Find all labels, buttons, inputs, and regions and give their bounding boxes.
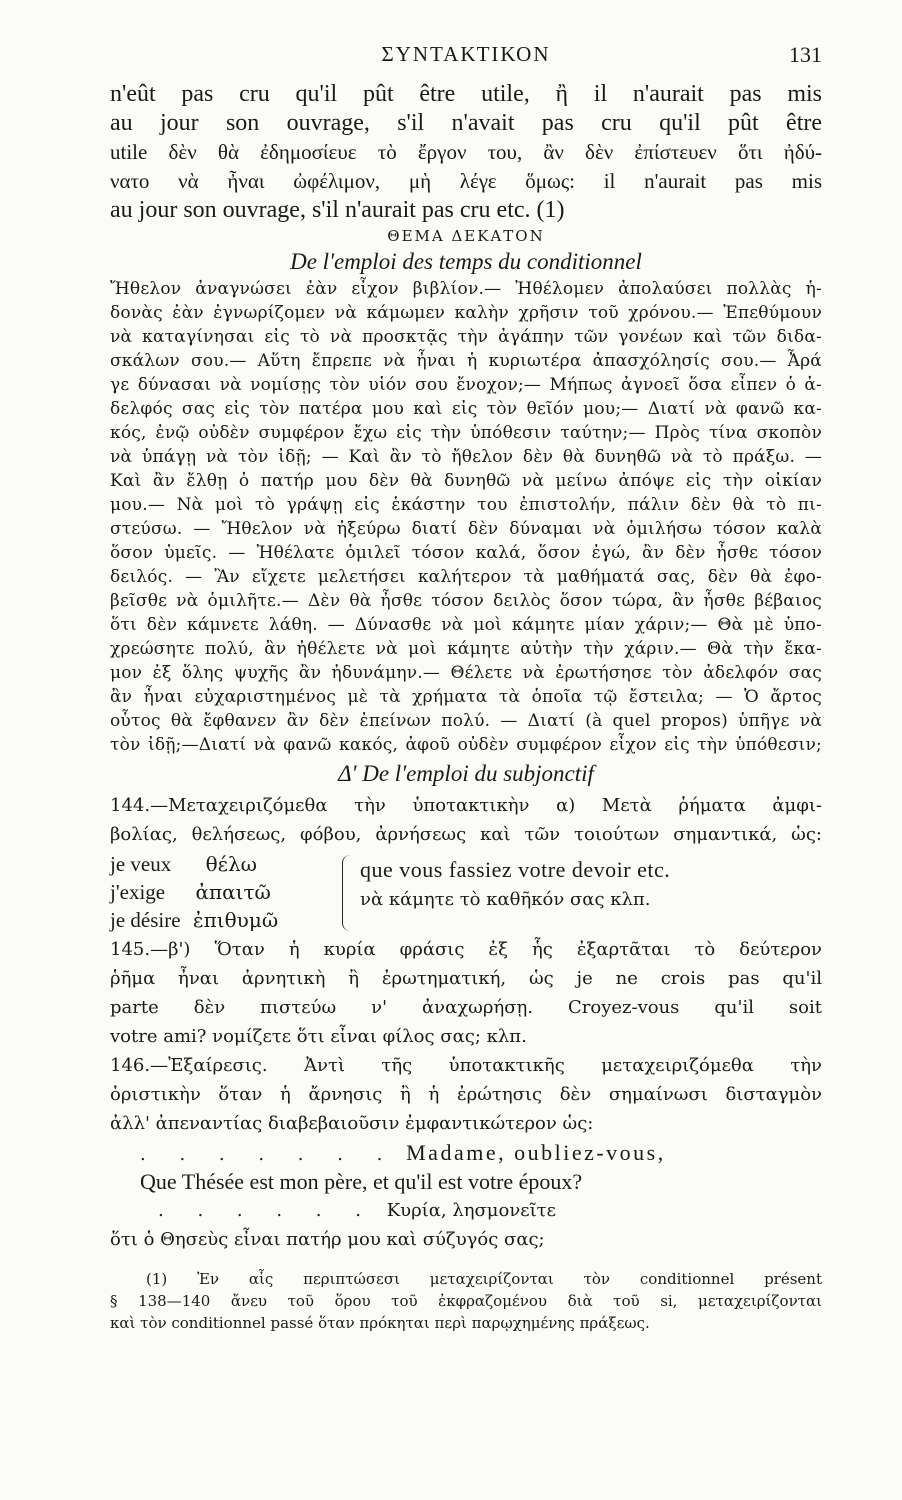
text-line: στεύσω. — Ἤθελον νὰ ἠξεύρω διατί δὲν δύναμαι νὰ ὁμιλήσω τόσον καλὰ [110, 519, 822, 539]
text-line: 144.—Μεταχειριζόμεθα τὴν ὑποτακτικὴν α) Μετὰ ῥήματα ἀμφι- [110, 795, 822, 816]
ellipsis-dots: . . . . . . . [140, 1144, 397, 1165]
quote-text: Κυρία, λησμονεῖτε [386, 1200, 556, 1221]
section-title: De l'emploi des temps du conditionnel [290, 249, 642, 274]
text-line: au jour son ouvrage, s'il n'avait pas cru qu'il pût être [110, 110, 822, 136]
exercise-paragraph [110, 277, 822, 757]
text-line: οὗτος θὰ ἔφθανεν ἂν δὲν ἐπείνων πολύ. — Διατί (à quel propos) ὑπῆγε νὰ [110, 711, 822, 731]
text-line: χρεώσητε πολύ, ἂν ἠθέλετε νὰ μοὶ κάμητε αὐτὴν τὴν χάριν.— Θὰ τὴν ἔκα- [110, 639, 822, 659]
text-line: δειλός. — Ἂν εἴχετε μελετήσει καλήτερον τὰ μαθήματά σας, δὲν θὰ ἐφο- [110, 567, 822, 587]
text-line: νὰ ὑπάγῃ νὰ τὸν ἰδῇ; — Καὶ ἂν τὸ ἤθελον δὲν θὰ δυνηθῶ νὰ τὸ πράξω. — [110, 447, 822, 467]
paragraph-145 [110, 935, 822, 1051]
text-line: βεῖσθε νὰ ὁμιλῆτε.— Δὲν θὰ ἦσθε τόσον δειλὸς ὅσον τώρα, ἂν ἦσθε βέβαιος [110, 591, 822, 611]
ellipsis-dots: . . . . . . [158, 1200, 375, 1221]
example-verb-row [110, 907, 345, 935]
text-line: utile δὲν θὰ ἐδημοσίευε τὸ ἔργον του, ἂν δὲν ἐπίστευεν ὅτι ἠδύ- [110, 140, 822, 164]
text-line: 146.—Ἐξαίρεσις. Ἀντὶ τῆς ὑποτακτικῆς μεταχειριζόμεθα τὴν [110, 1055, 822, 1076]
quote-line: Que Thésée est mon père, et qu'il est votre époux? [140, 1169, 583, 1194]
example-block [110, 851, 822, 935]
text-line: n'eût pas cru qu'il pût être utile, ἢ il n'aurait pas mis [110, 81, 822, 107]
greek-verb: θέλω [205, 852, 257, 876]
text-line: Ἤθελον ἀναγνώσει ἐὰν εἶχον βιβλίον.— Ἠθέλομεν ἀπολαύσει πολλὰς ἡ- [110, 279, 822, 299]
text-line: ῥῆμα ἦναι ἀρνητικὴ ἢ ἐρωτηματική, ὡς je ne crois pas qu'il [110, 968, 822, 989]
footnote [110, 1268, 822, 1334]
greek-verb: ἐπιθυμῶ [192, 908, 279, 932]
text-line: γε δύνασαι νὰ νομίσῃς τὸν υἱόν σου ἔνοχον;— Μήπως ἀγνοεῖ ὅσα εἶπεν ὁ ἀ- [110, 375, 822, 395]
text-line: ἀλλ' ἀπεναντίας διαβεβαιοῦσιν ἐμφαντικώτερον ὡς: [110, 1113, 594, 1134]
text-line: au jour son ouvrage, s'il n'aurait pas cru etc. (1) [110, 197, 565, 223]
section-heading: ΘΕΜΑ ΔΕΚΑΤΟΝ [387, 227, 545, 245]
text-line: δονὰς ἐὰν ἐγνωρίζομεν νὰ κάμωμεν καλὴν χρῆσιν τοῦ χρόνου.— Ἐπεθύμουν [110, 303, 822, 323]
french-verb: je veux [110, 852, 172, 876]
text-line: votre ami? νομίζετε ὅτι εἶναι φίλος σας; κλπ. [110, 1026, 527, 1047]
text-line: βολίας, θελήσεως, φόβου, ἀρνήσεως καὶ τῶν τοιούτων σημαντικά, ὡς: [110, 824, 822, 845]
example-verbs [110, 851, 345, 935]
paragraph-144 [110, 791, 822, 849]
example-verb-row [110, 879, 345, 907]
footnote-line: καὶ τὸν conditionnel passé ὅταν πρόκηται περὶ παρῳχημένης πράξεως. [110, 1314, 650, 1332]
text-line: ὅσον ὑμεῖς. — Ἠθέλατε ὁμιλεῖ τόσον καλά, ὅσον ἐγώ, ἂν δὲν ἦσθε τόσον [110, 543, 822, 563]
text-line: ὅτι δὲν κάμνετε λάθη. — Δύνασθε νὰ μοὶ κάμητε μίαν χάριν;— Θὰ μὲ ὑπο- [110, 615, 822, 635]
text-line: νὰ καταγίνησαι εἰς τὸ νὰ προσκτᾷς τὴν ἀγάπην τῶν γονέων καὶ τῶν διδα- [110, 327, 822, 347]
footnote-line: § 138—140 ἄνευ τοῦ ὅρου τοῦ ἐκφραζομένου διὰ τοῦ si, μεταχειρίζονται [110, 1292, 822, 1310]
quote-line: ὅτι ὁ Θησεὺς εἶναι πατήρ μου καὶ σύζυγός σας; [110, 1229, 545, 1250]
text-line: τὸν ἰδῇ;—Διατί νὰ φανῶ κακός, ἀφοῦ οὐδὲν συμφέρον εἶχον εἰς τὴν ὑπόθεσιν; [110, 735, 822, 755]
page-number: 131 [789, 42, 822, 67]
intro-paragraph [110, 80, 822, 225]
paragraph-146 [110, 1051, 822, 1138]
example-clause [360, 857, 670, 910]
text-line: δελφός σας εἰς τὸν πατέρα μου καὶ εἰς τὸν θεῖόν μου;— Διατί νὰ φανῶ κα- [110, 399, 822, 419]
french-verb: j'exige [110, 880, 166, 904]
text-line: Καὶ ἂν ἔλθῃ ὁ πατήρ μου δὲν θὰ δυνηθῶ νὰ μείνω ἀπόψε εἰς τὴν οἰκίαν [110, 471, 822, 491]
text-line: ὁριστικὴν ὅταν ἡ ἄρνησις ἢ ἡ ἐρώτησις δὲν σημαίνωσι δισταγμὸν [110, 1084, 822, 1105]
text-line: ἂν ἦναι εὐχαριστημένος μὲ τὰ χρήματα τὰ ὁποῖα τῷ ἔστειλα; — Ὁ ἄρτος [110, 687, 822, 707]
page-body [110, 80, 822, 1334]
text-line: parte δὲν πιστεύω ν' ἀναχωρήσῃ. Croyez-vous qu'il soit [110, 997, 822, 1018]
french-clause: que vous fassiez votre devoir etc. [360, 857, 671, 882]
footnote-line: (1) Ἐν αἷς περιπτώσεσι μεταχειρίζονται τὸν conditionnel présent [146, 1270, 822, 1288]
greek-verb: ἀπαιτῶ [195, 880, 271, 904]
text-line: μον ἐξ ὅλης ψυχῆς ἂν ἠδυνάμην.— Θέλετε νὰ ἐρωτήσησε τὸν ἀδελφόν σας [110, 663, 822, 683]
brace-divider [342, 855, 353, 931]
quote-text: Madame, oubliez-vous, [406, 1140, 666, 1165]
text-line: σκάλων σου.— Αὕτη ἔπρεπε νὰ ἦναι ἡ κυριωτέρα ἀπασχόλησίς σου.— Ἆρά [110, 351, 822, 371]
subsection-title: Δ' De l'emploi du subjonctif [338, 761, 594, 786]
quote-line [110, 1138, 822, 1167]
example-verb-row [110, 851, 345, 879]
quotation [110, 1138, 822, 1254]
text-line: νατο νὰ ἦναι ὠφέλιμον, μὴ λέγε ὅμως: il n'aurait pas mis [110, 169, 822, 193]
quote-line [110, 1196, 822, 1225]
text-line: 145.—β') Ὅταν ἡ κυρία φράσις ἐξ ἧς ἐξαρτᾶται τὸ δεύτερον [110, 939, 822, 960]
text-line: μου.— Νὰ μοὶ τὸ γράψῃ εἰς ἑκάστην του ἐπιστολήν, πάλιν δὲν θὰ τὸ πι- [110, 495, 822, 515]
running-title: ΣΥΝΤΑΚΤΙΚΟΝ [381, 42, 551, 66]
french-verb: je désire [110, 908, 181, 932]
greek-clause: νὰ κάμητε τὸ καθῆκόν σας κλπ. [360, 889, 651, 910]
text-line: κός, ἐνῷ οὐδὲν συμφέρον ἔχω εἰς τὴν ὑπόθεσιν ταύτην;— Πρὸς τίνα σκοπὸν [110, 423, 822, 443]
page-header [110, 42, 822, 76]
